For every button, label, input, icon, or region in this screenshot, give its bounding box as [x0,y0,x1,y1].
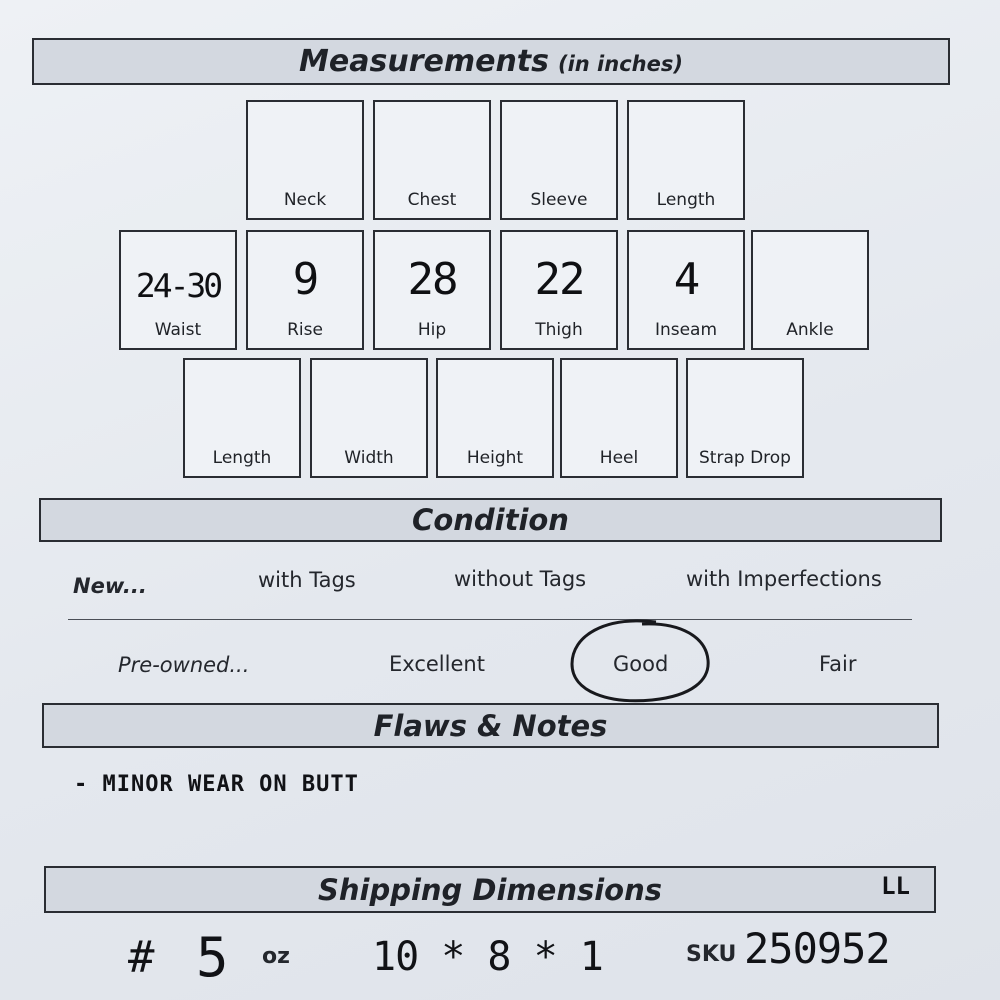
measure-label: Width [344,448,394,468]
shipping-initials: LL [881,872,910,900]
measure-label: Strap Drop [699,448,791,468]
measure-value: 4 [673,254,699,305]
measure-box-strap-drop[interactable] [686,358,804,478]
condition-option-without-tags[interactable]: without Tags [454,567,587,591]
condition-divider [68,619,912,620]
measure-box-length-top[interactable] [627,100,745,220]
shipping-title: Shipping Dimensions [317,872,662,907]
flaws-header [42,703,939,748]
good-circled-mark [564,616,724,712]
shipping-header [44,866,936,913]
measure-box-heel[interactable] [560,358,678,478]
condition-option-excellent[interactable]: Excellent [389,652,485,676]
measure-label: Length [656,190,716,210]
condition-option-good[interactable]: Good [613,652,669,676]
measure-value: 28 [407,254,457,305]
measure-label: Inseam [654,320,718,340]
measure-value: 24-30 [135,266,221,305]
measure-box-rise[interactable] [246,230,364,350]
measure-value: 22 [534,254,584,305]
condition-option-with-tags[interactable]: with Tags [258,568,356,592]
measure-label: Sleeve [530,190,588,210]
measure-box-chest[interactable] [373,100,491,220]
measure-label: Ankle [786,320,834,340]
weight-unit: oz [262,944,290,969]
measure-box-ankle[interactable] [751,230,869,350]
weight-value: 5 [196,926,229,989]
measure-label: Length [212,448,272,468]
condition-preowned-label: Pre-owned... [118,653,250,677]
measure-box-length-bottom[interactable] [183,358,301,478]
measure-label: Height [466,448,524,468]
measure-box-waist[interactable] [119,230,237,350]
condition-option-fair[interactable]: Fair [819,652,857,676]
condition-title: Condition [412,503,569,537]
flaws-title: Flaws & Notes [373,708,608,743]
measure-box-inseam[interactable] [627,230,745,350]
measure-box-neck[interactable] [246,100,364,220]
measure-box-height[interactable] [436,358,554,478]
measure-box-sleeve[interactable] [500,100,618,220]
measurements-title: Measurements [299,44,549,79]
flaws-note: - MINOR WEAR ON BUTT [74,772,359,797]
weight-prefix: # [128,932,155,983]
measure-label: Neck [283,190,327,210]
condition-header [39,498,942,542]
measure-box-hip[interactable] [373,230,491,350]
sku-value: 250952 [744,924,890,973]
measure-label: Hip [417,320,447,340]
measure-label: Heel [599,448,639,468]
condition-option-with-imperfections[interactable]: with Imperfections [686,567,882,591]
measure-label: Waist [154,320,202,340]
condition-new-label: New... [73,574,147,598]
measure-label: Thigh [535,320,583,340]
measure-box-width[interactable] [310,358,428,478]
measurements-header [32,38,950,85]
sku-label: SKU [686,942,737,967]
shipping-dimensions: 10 * 8 * 1 [372,934,603,980]
measurements-unit: (in inches) [558,51,683,76]
measure-value: 9 [292,254,318,305]
measure-label: Rise [287,320,323,340]
measure-label: Chest [407,190,457,210]
measure-box-thigh[interactable] [500,230,618,350]
